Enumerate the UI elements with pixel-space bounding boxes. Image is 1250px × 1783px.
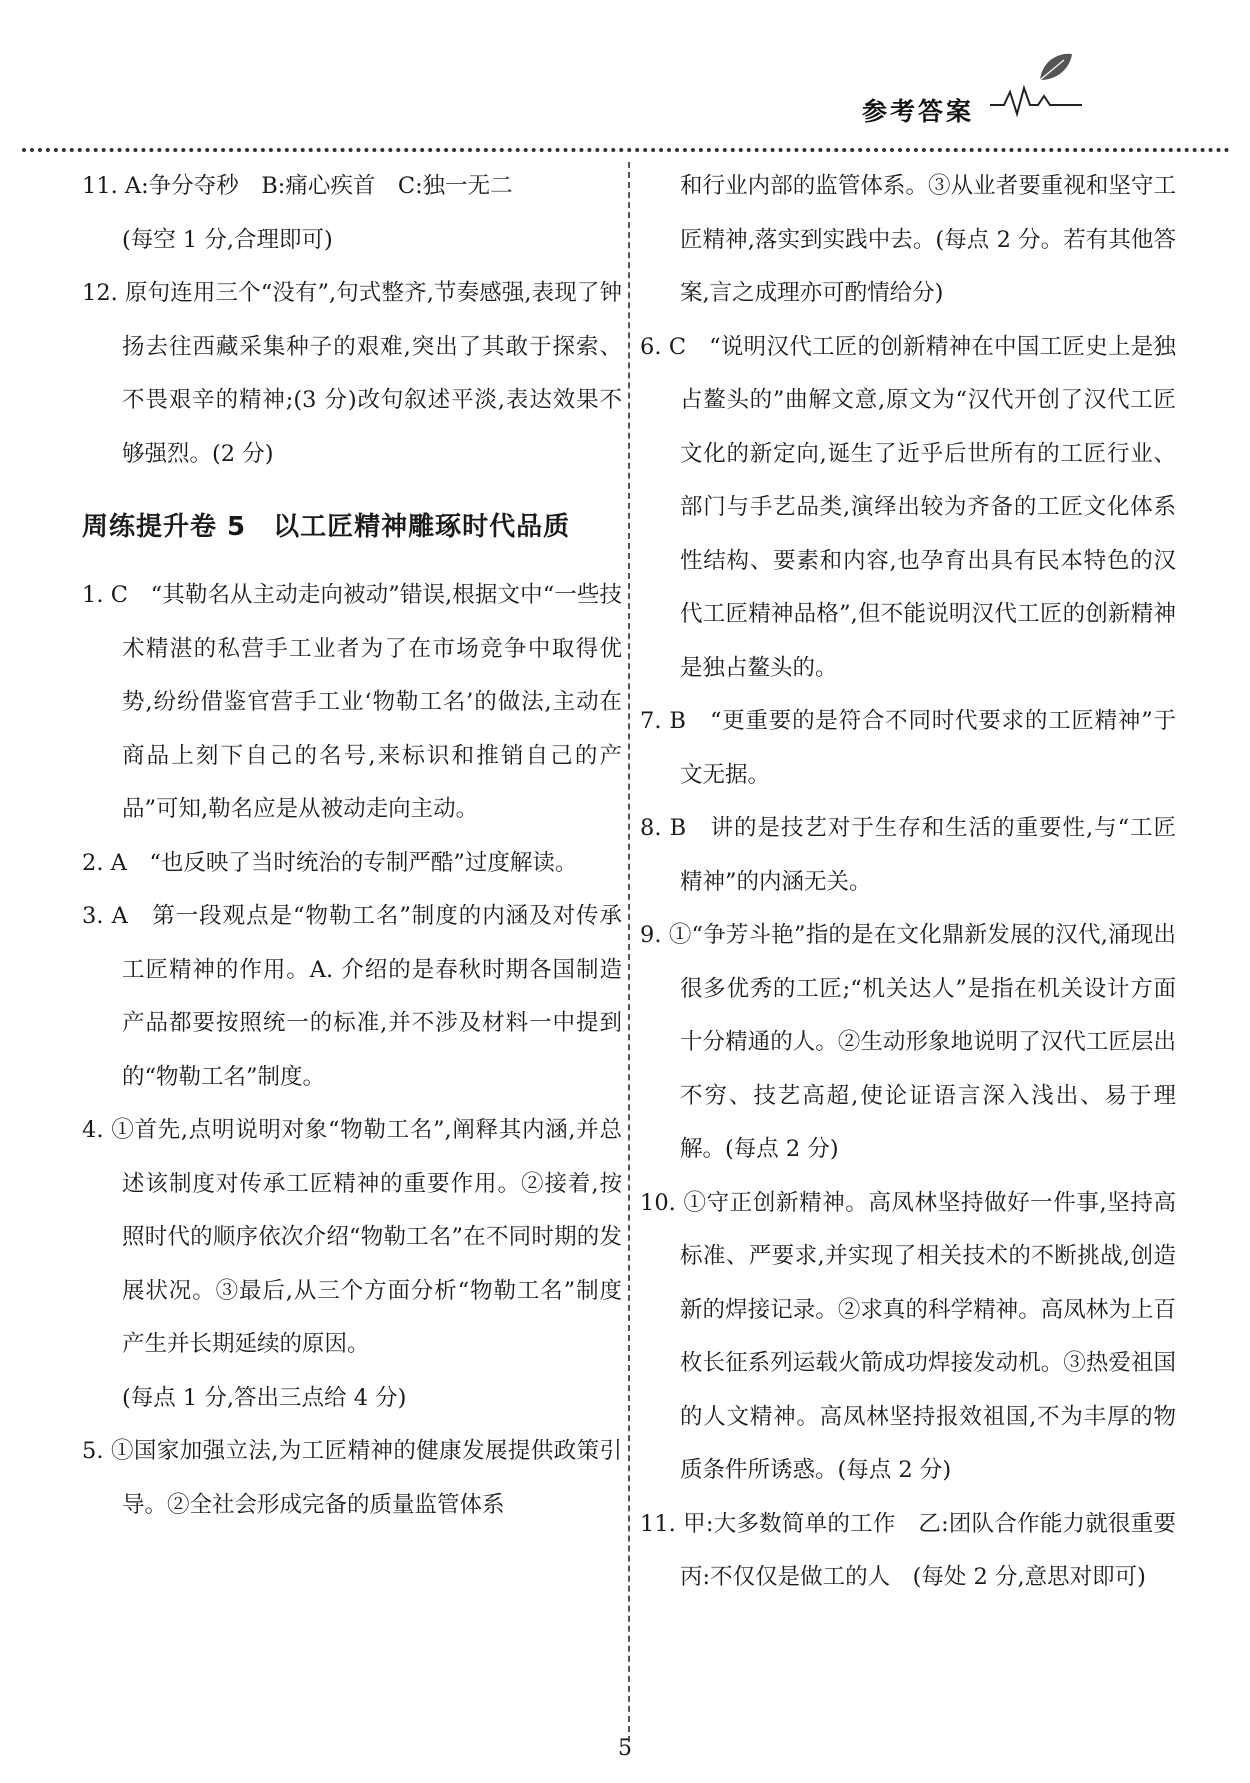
leaf-heartbeat-icon — [990, 50, 1082, 120]
answer-item: 6. C “说明汉代工匠的创新精神在中国工匠史上是独占鳌头的”曲解文意,原文为“汉代开创了汉代工匠文化的新定向,诞生了近乎后世所有的工匠行业、部门与手艺品类,演绎出较为齐备的工匠文化体系性结构、要素和内容,也孕育出具有民本特色的汉代工匠精神品格”,但不能说明汉代工匠的创新精神是独占鳌头的。 — [640, 333, 1176, 681]
answer-item: (每点 1 分,答出三点给 4 分) — [122, 1384, 407, 1411]
answer-item: (每空 1 分,合理即可) — [122, 226, 333, 253]
left-answers-after — [82, 569, 622, 1532]
answer-item: 11. 甲:大多数简单的工作 乙:团队合作能力就很重要 丙:不仅仅是做工的人 (每处 2 分,意思对即可) — [640, 1510, 1199, 1590]
right-column — [640, 160, 1199, 1605]
answer-item: 4. ①首先,点明说明对象“物勒工名”,阐释其内涵,并总述该制度对传承工匠精神的重要作用。②接着,按照时代的顺序依次介绍“物勒工名”在不同时期的发展状况。③最后,从三个方面分析“物勒工名”制度产生并长期延续的原因。 — [82, 1117, 622, 1357]
answer-item: 2. A “也反映了当时统治的专制严酷”过度解读。 — [82, 849, 578, 876]
answer-item: 10. ①守正创新精神。高凤林坚持做好一件事,坚持高标准、严要求,并实现了相关技术的不断挑战,创造新的焊接记录。②求真的科学精神。高凤林为上百枚长征系列运载火箭成功焊接发动机。③热爱祖国的人文精神。高凤林坚持报效祖国,不为丰厚的物质条件所诱惑。(每点 2 分) — [640, 1189, 1176, 1483]
answer-item: 9. ①“争芳斗艳”指的是在文化鼎新发展的汉代,涌现出很多优秀的工匠;“机关达人”是指在机关设计方面十分精通的人。②生动形象地说明了汉代工匠层出不穷、技艺高超,使论证语言深入浅出、易于理解。(每点 2 分) — [640, 922, 1176, 1162]
answer-item: 7. B “更重要的是符合不同时代要求的工匠精神”于文无据。 — [640, 708, 1176, 788]
left-column — [82, 160, 622, 1532]
left-answers-before — [82, 160, 622, 481]
answer-item: 11. A:争分夺秒 B:痛心疾首 C:独一无二 — [82, 173, 513, 199]
header-title: 参考答案 — [862, 97, 975, 126]
answer-item: 5. ①国家加强立法,为工匠精神的健康发展提供政策引导。②全社会形成完备的质量监管体系 — [82, 1438, 622, 1518]
column-divider — [628, 162, 630, 1742]
right-answers — [640, 160, 1199, 1605]
section-heading: 周练提升卷 5 以工匠精神雕琢时代品质 — [82, 512, 571, 542]
answer-item: 8. B 讲的是技艺对于生存和生活的重要性,与“工匠精神”的内涵无关。 — [640, 815, 1176, 895]
header-divider — [22, 148, 1230, 152]
answer-item: 12. 原句连用三个“没有”,句式整齐,节奏感强,表现了钟扬去往西藏采集种子的艰难,突出了其敢于探索、不畏艰辛的精神;(3 分)改句叙述平淡,表达效果不够强烈。(2 分) — [82, 280, 622, 467]
answer-item: 和行业内部的监管体系。③从业者要重视和坚守工匠精神,落实到实践中去。(每点 2 分。若有其他答案,言之成理亦可酌情给分) — [680, 173, 1176, 306]
page-number: 5 — [618, 1736, 632, 1761]
answer-item: 1. C “其勒名从主动走向被动”错误,根据文中“一些技术精湛的私营手工业者为了在市场竞争中取得优势,纷纷借鉴官营手工业‘物勒工名’的做法,主动在商品上刻下自己的名号,来标识和推销自己的产品”可知,勒名应是从被动走向主动。 — [82, 582, 622, 822]
answer-item: 3. A 第一段观点是“物勒工名”制度的内涵及对传承工匠精神的作用。A. 介绍的是春秋时期各国制造产品都要按照统一的标准,并不涉及材料一中提到的“物勒工名”制度。 — [82, 903, 622, 1090]
